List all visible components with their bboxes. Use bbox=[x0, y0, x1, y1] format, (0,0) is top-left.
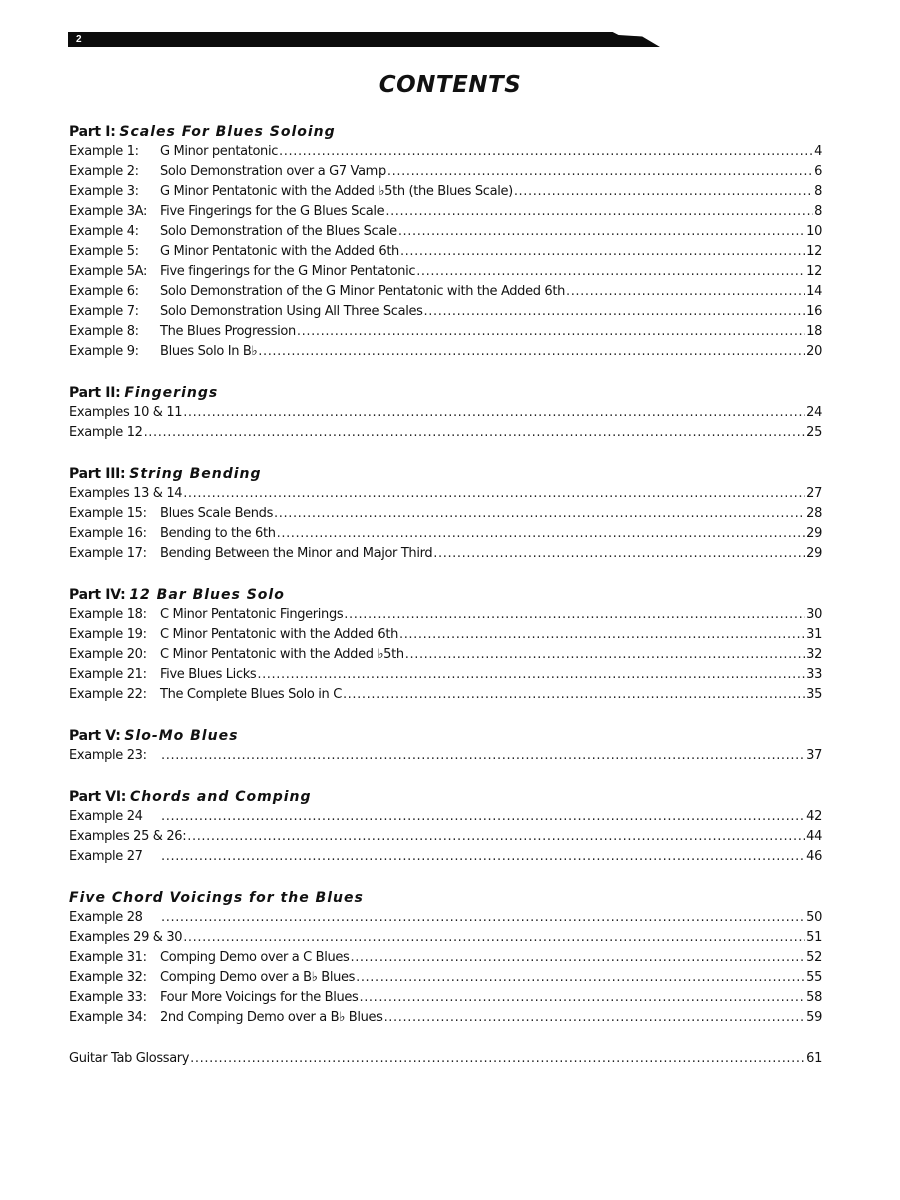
section-heading bbox=[69, 585, 822, 605]
entry-label: Example 22: bbox=[69, 687, 147, 702]
entry-page-number: 12 bbox=[806, 244, 822, 259]
toc-entry bbox=[69, 242, 822, 262]
entry-title: Blues Scale Bends bbox=[160, 506, 274, 521]
part-title: Fingerings bbox=[124, 385, 219, 401]
dot-leader bbox=[566, 282, 805, 302]
entry-label: Example 9: bbox=[69, 344, 139, 359]
entry-title: Solo Demonstration over a G7 Vamp bbox=[160, 164, 386, 179]
dot-leader bbox=[350, 948, 805, 968]
section-heading bbox=[69, 787, 822, 807]
part-label: Part I: bbox=[69, 124, 116, 140]
entry-title: The Blues Progression bbox=[160, 324, 296, 339]
dot-leader bbox=[400, 242, 805, 262]
entry-title: Solo Demonstration of the G Minor Pentatonic with the Added 6th bbox=[160, 284, 565, 299]
entry-page-number: 31 bbox=[806, 627, 822, 642]
part-title: String Bending bbox=[129, 466, 262, 482]
entry-page-number: 58 bbox=[806, 990, 822, 1005]
part-label: Part III: bbox=[69, 466, 126, 482]
table-of-contents bbox=[69, 122, 822, 1069]
dot-leader bbox=[297, 322, 805, 342]
toc-section bbox=[69, 888, 822, 1028]
entry-label: Example 17: bbox=[69, 546, 147, 561]
entry-page-number: 8 bbox=[814, 184, 822, 199]
toc-section bbox=[69, 383, 822, 443]
dot-leader bbox=[359, 988, 805, 1008]
entry-label: Example 21: bbox=[69, 667, 147, 682]
toc-entry bbox=[69, 685, 822, 705]
entry-label: Example 15: bbox=[69, 506, 147, 521]
toc-entry bbox=[69, 322, 822, 342]
entry-page-number: 4 bbox=[814, 144, 822, 159]
part-title: 12 Bar Blues Solo bbox=[129, 587, 285, 603]
entry-page-number: 35 bbox=[806, 687, 822, 702]
entry-title: G Minor Pentatonic with the Added 6th bbox=[160, 244, 399, 259]
entry-page-number: 18 bbox=[806, 324, 822, 339]
toc-section bbox=[69, 787, 822, 867]
entry-page-number: 32 bbox=[806, 647, 822, 662]
entry-title: Five Fingerings for the G Blues Scale bbox=[160, 204, 385, 219]
entry-page-number: 42 bbox=[806, 809, 822, 824]
toc-entry bbox=[69, 807, 822, 827]
glossary-page-number: 61 bbox=[806, 1051, 822, 1066]
glossary-entry bbox=[69, 1049, 822, 1069]
entry-label: Example 16: bbox=[69, 526, 147, 541]
entry-page-number: 52 bbox=[806, 950, 822, 965]
toc-entry bbox=[69, 645, 822, 665]
entry-label: Example 5: bbox=[69, 244, 139, 259]
dot-leader bbox=[514, 182, 813, 202]
entry-title: Five fingerings for the G Minor Pentatonic bbox=[160, 264, 416, 279]
entry-page-number: 29 bbox=[806, 526, 822, 541]
dot-leader bbox=[274, 504, 805, 524]
toc-entry bbox=[69, 142, 822, 162]
dot-leader bbox=[416, 262, 805, 282]
toc-entry bbox=[69, 202, 822, 222]
dot-leader bbox=[161, 807, 805, 827]
part-title: Scales For Blues Soloing bbox=[119, 124, 336, 140]
toc-entry bbox=[69, 605, 822, 625]
entry-label: Example 27 bbox=[69, 849, 143, 864]
header-bar bbox=[68, 32, 660, 47]
toc-entry bbox=[69, 948, 822, 968]
section-heading bbox=[69, 888, 822, 908]
toc-entry bbox=[69, 746, 822, 766]
toc-entry bbox=[69, 665, 822, 685]
toc-entry bbox=[69, 262, 822, 282]
dot-leader bbox=[343, 685, 805, 705]
toc-entry bbox=[69, 928, 822, 948]
entry-title: Five Blues Licks bbox=[160, 667, 257, 682]
entry-label: Example 7: bbox=[69, 304, 139, 319]
part-title: Five Chord Voicings for the Blues bbox=[69, 890, 364, 906]
entry-page-number: 24 bbox=[806, 405, 822, 420]
entry-page-number: 14 bbox=[806, 284, 822, 299]
toc-entry bbox=[69, 342, 822, 362]
part-label: Part V: bbox=[69, 728, 121, 744]
part-title: Slo-Mo Blues bbox=[124, 728, 239, 744]
entry-label: Examples 13 & 14 bbox=[69, 486, 183, 501]
toc-entry bbox=[69, 988, 822, 1008]
dot-leader bbox=[405, 645, 805, 665]
dot-leader bbox=[161, 746, 805, 766]
entry-label: Example 24 bbox=[69, 809, 143, 824]
toc-entry bbox=[69, 162, 822, 182]
entry-page-number: 12 bbox=[806, 264, 822, 279]
toc-entry bbox=[69, 182, 822, 202]
entry-label: Example 31: bbox=[69, 950, 147, 965]
entry-label: Example 1: bbox=[69, 144, 139, 159]
toc-section bbox=[69, 464, 822, 564]
entry-label: Example 20: bbox=[69, 647, 147, 662]
toc-section bbox=[69, 726, 822, 766]
entry-title: Solo Demonstration of the Blues Scale bbox=[160, 224, 397, 239]
entry-title: Four More Voicings for the Blues bbox=[160, 990, 359, 1005]
part-label: Part II: bbox=[69, 385, 121, 401]
entry-title: Comping Demo over a C Blues bbox=[160, 950, 350, 965]
entry-page-number: 20 bbox=[806, 344, 822, 359]
dot-leader bbox=[183, 928, 805, 948]
entry-label: Example 8: bbox=[69, 324, 139, 339]
entry-page-number: 28 bbox=[806, 506, 822, 521]
page-number: 2 bbox=[76, 34, 82, 45]
entry-title: 2nd Comping Demo over a B♭ Blues bbox=[160, 1010, 383, 1025]
dot-leader bbox=[424, 302, 806, 322]
entry-title: G Minor Pentatonic with the Added ♭5th (the Blues Scale) bbox=[160, 184, 513, 199]
entry-page-number: 27 bbox=[806, 486, 822, 501]
entry-label: Example 19: bbox=[69, 627, 147, 642]
entry-page-number: 25 bbox=[806, 425, 822, 440]
dot-leader bbox=[279, 142, 813, 162]
entry-label: Example 33: bbox=[69, 990, 147, 1005]
dot-leader bbox=[433, 544, 805, 564]
toc-section bbox=[69, 122, 822, 362]
part-title: Chords and Comping bbox=[129, 789, 312, 805]
section-heading bbox=[69, 464, 822, 484]
dot-leader bbox=[398, 222, 805, 242]
glossary-label: Guitar Tab Glossary bbox=[69, 1051, 190, 1066]
toc-section bbox=[69, 585, 822, 705]
entry-page-number: 46 bbox=[806, 849, 822, 864]
entry-page-number: 37 bbox=[806, 748, 822, 763]
entry-title: Bending Between the Minor and Major Third bbox=[160, 546, 433, 561]
entry-page-number: 44 bbox=[806, 829, 822, 844]
entry-page-number: 50 bbox=[806, 910, 822, 925]
toc-entry bbox=[69, 423, 822, 443]
dot-leader bbox=[257, 665, 805, 685]
toc-entry bbox=[69, 625, 822, 645]
toc-entry bbox=[69, 403, 822, 423]
toc-entry bbox=[69, 544, 822, 564]
entry-label: Examples 29 & 30 bbox=[69, 930, 183, 945]
dot-leader bbox=[277, 524, 806, 544]
dot-leader bbox=[385, 202, 813, 222]
entry-page-number: 59 bbox=[806, 1010, 822, 1025]
dot-leader bbox=[387, 162, 813, 182]
entry-label: Example 28 bbox=[69, 910, 143, 925]
toc-entry bbox=[69, 484, 822, 504]
entry-page-number: 6 bbox=[814, 164, 822, 179]
dot-leader bbox=[258, 342, 805, 362]
dot-leader bbox=[356, 968, 805, 988]
toc-entry bbox=[69, 222, 822, 242]
dot-leader bbox=[183, 403, 805, 423]
page-title: CONTENTS bbox=[378, 72, 522, 98]
entry-label: Example 32: bbox=[69, 970, 147, 985]
entry-label: Examples 25 & 26: bbox=[69, 829, 187, 844]
dot-leader bbox=[384, 1008, 806, 1028]
entry-label: Example 3A: bbox=[69, 204, 147, 219]
entry-title: Blues Solo In B♭ bbox=[160, 344, 258, 359]
entry-title: C Minor Pentatonic Fingerings bbox=[160, 607, 344, 622]
toc-entry bbox=[69, 827, 822, 847]
entry-title: C Minor Pentatonic with the Added 6th bbox=[160, 627, 398, 642]
dot-leader bbox=[144, 423, 806, 443]
toc-entry bbox=[69, 1008, 822, 1028]
entry-label: Example 12 bbox=[69, 425, 143, 440]
entry-title: Comping Demo over a B♭ Blues bbox=[160, 970, 356, 985]
entry-page-number: 29 bbox=[806, 546, 822, 561]
entry-label: Example 4: bbox=[69, 224, 139, 239]
dot-leader bbox=[187, 827, 805, 847]
entry-label: Example 18: bbox=[69, 607, 147, 622]
entry-page-number: 16 bbox=[806, 304, 822, 319]
part-label: Part IV: bbox=[69, 587, 126, 603]
dot-leader bbox=[161, 847, 805, 867]
dot-leader bbox=[161, 908, 805, 928]
dot-leader bbox=[190, 1049, 805, 1069]
entry-title: The Complete Blues Solo in C bbox=[160, 687, 342, 702]
dot-leader bbox=[183, 484, 805, 504]
toc-entry bbox=[69, 847, 822, 867]
entry-page-number: 55 bbox=[806, 970, 822, 985]
toc-entry bbox=[69, 968, 822, 988]
toc-entry bbox=[69, 524, 822, 544]
section-heading bbox=[69, 383, 822, 403]
entry-label: Example 23: bbox=[69, 748, 147, 763]
entry-title: Solo Demonstration Using All Three Scales bbox=[160, 304, 423, 319]
entry-page-number: 8 bbox=[814, 204, 822, 219]
entry-page-number: 30 bbox=[806, 607, 822, 622]
entry-label: Example 3: bbox=[69, 184, 139, 199]
section-heading bbox=[69, 726, 822, 746]
entry-page-number: 33 bbox=[806, 667, 822, 682]
entry-label: Examples 10 & 11 bbox=[69, 405, 183, 420]
toc-entry bbox=[69, 908, 822, 928]
toc-entry bbox=[69, 504, 822, 524]
entry-label: Example 34: bbox=[69, 1010, 147, 1025]
toc-entry bbox=[69, 302, 822, 322]
entry-page-number: 10 bbox=[806, 224, 822, 239]
dot-leader bbox=[344, 605, 805, 625]
part-label: Part VI: bbox=[69, 789, 127, 805]
entry-title: C Minor Pentatonic with the Added ♭5th bbox=[160, 647, 404, 662]
section-heading bbox=[69, 122, 822, 142]
entry-title: G Minor pentatonic bbox=[160, 144, 279, 159]
entry-page-number: 51 bbox=[806, 930, 822, 945]
entry-label: Example 5A: bbox=[69, 264, 147, 279]
entry-label: Example 6: bbox=[69, 284, 139, 299]
dot-leader bbox=[399, 625, 805, 645]
toc-entry bbox=[69, 282, 822, 302]
entry-label: Example 2: bbox=[69, 164, 139, 179]
entry-title: Bending to the 6th bbox=[160, 526, 276, 541]
